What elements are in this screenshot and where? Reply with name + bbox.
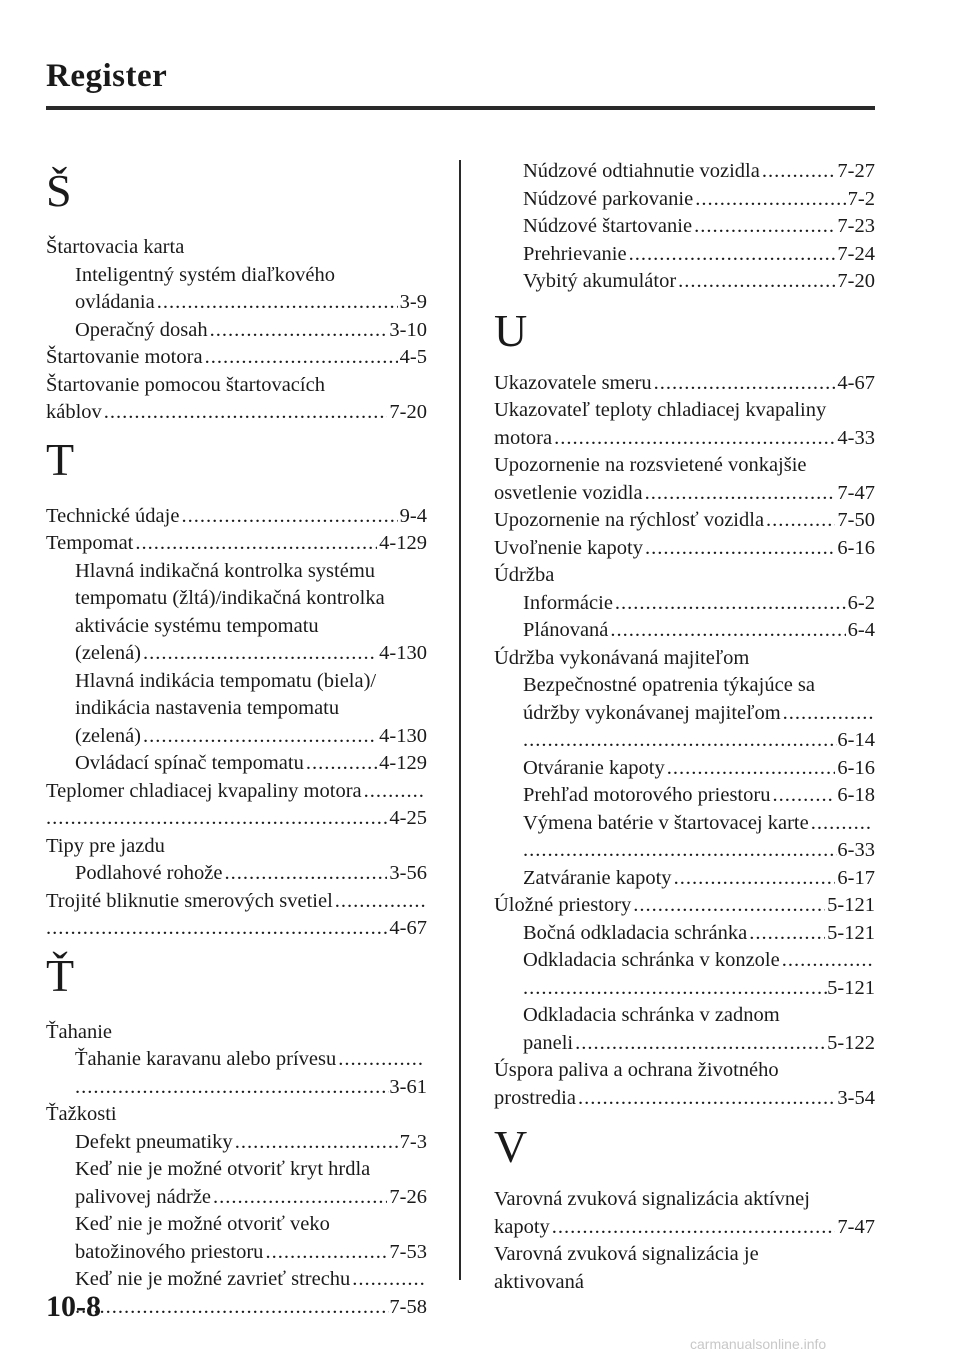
dot-leader: [352, 1266, 425, 1294]
dot-leader: [46, 805, 389, 833]
index-entry: [494, 370, 875, 398]
dot-leader: [181, 503, 397, 531]
entry-text: Ukazovatele smeru: [494, 371, 652, 394]
dot-leader: [224, 860, 387, 888]
index-subentry: [494, 727, 875, 755]
entry-text: Odkladacia schránka v konzole: [523, 949, 780, 971]
index-subentry: [494, 865, 875, 893]
column-divider: [459, 160, 461, 1280]
index-subentry: [494, 1030, 875, 1058]
entry-page-ref: 9-4: [399, 504, 427, 527]
dot-leader: [552, 1214, 836, 1242]
index-subentry: [46, 860, 427, 888]
entry-page-ref: 7-47: [837, 481, 875, 504]
entry-text: Inteligentný systém diaľkového: [75, 263, 335, 286]
index-entry: [46, 805, 427, 833]
index-entry: [46, 530, 427, 558]
dot-leader: [523, 837, 837, 865]
entry-text: Uvoľnenie kapoty: [494, 536, 643, 559]
dot-leader: [783, 700, 873, 728]
entry-text: Núdzové parkovanie: [523, 187, 694, 210]
index-subentry: [46, 1184, 427, 1212]
entry-text: Údržba: [494, 564, 555, 586]
entry-text: osvetlenie vozidla: [494, 481, 643, 504]
dot-leader: [782, 947, 873, 975]
watermark: carmanualsonline.info: [690, 1336, 827, 1352]
dot-leader: [75, 1294, 389, 1322]
entry-text: údržby vykonávanej majiteľom: [523, 701, 781, 724]
index-entry: [494, 1269, 875, 1297]
entry-page-ref: 3-61: [389, 1075, 427, 1098]
dot-leader: [749, 920, 825, 948]
dot-leader: [143, 723, 377, 751]
dot-leader: [678, 268, 835, 296]
entry-text: káblov: [46, 401, 102, 423]
entry-page-ref: 6-2: [847, 591, 875, 614]
entry-text: Hlavná indikácia tempomatu (biela)/: [75, 669, 377, 692]
entry-text: Núdzové odtiahnutie vozidla: [523, 160, 760, 182]
entry-page-ref: 6-16: [837, 756, 875, 779]
index-letter-heading: Ť: [46, 949, 75, 1001]
index-entry: [46, 503, 427, 531]
entry-page-ref: 5-121: [827, 976, 875, 999]
index-subentry: [494, 672, 875, 700]
entry-page-ref: 3-56: [389, 862, 427, 884]
index-entry: [494, 562, 875, 590]
entry-page-ref: 7-24: [837, 242, 875, 265]
entry-text: Defekt pneumatiky: [75, 1130, 233, 1153]
index-subentry: [46, 1074, 427, 1102]
entry-page-ref: 7-27: [837, 160, 875, 182]
dot-leader: [629, 241, 836, 269]
entry-page-ref: 7-26: [389, 1185, 427, 1208]
index-subentry: [494, 186, 875, 214]
entry-page-ref: 7-50: [837, 509, 875, 531]
index-entry: [494, 1186, 875, 1214]
dot-leader: [364, 778, 425, 806]
entry-text: aktivácie systému tempomatu: [75, 614, 319, 637]
entry-text: indikácia nastavenia tempomatu: [75, 697, 340, 719]
entry-text: Odkladacia schránka v zadnom: [523, 1004, 780, 1026]
index-entry: [494, 1214, 875, 1242]
entry-page-ref: 4-25: [389, 807, 427, 829]
index-subentry: [46, 585, 427, 613]
entry-text: Ťažkosti: [46, 1103, 117, 1125]
index-subentry: [46, 613, 427, 641]
dot-leader: [235, 1129, 398, 1157]
index-subentry: [46, 1046, 427, 1074]
entry-page-ref: 5-121: [827, 921, 875, 944]
index-subentry: [46, 695, 427, 723]
entry-text: Prehľad motorového priestoru: [523, 784, 771, 806]
dot-leader: [667, 755, 836, 783]
entry-page-ref: 6-14: [837, 729, 875, 751]
index-subentry: [494, 755, 875, 783]
index-subentry: [46, 1211, 427, 1239]
entry-text: Varovná zvuková signalizácia je: [494, 1243, 759, 1265]
index-entry: [46, 344, 427, 372]
entry-text: Zatváranie kapoty: [523, 866, 672, 889]
entry-text: Bezpečnostné opatrenia týkajúce sa: [523, 674, 815, 696]
index-entry: [46, 778, 427, 806]
index-subentry: [494, 782, 875, 810]
entry-text: Keď nie je možné otvoriť veko: [75, 1213, 330, 1235]
index-entry: [494, 1057, 875, 1085]
index-subentry: [494, 810, 875, 838]
index-subentry: [494, 617, 875, 645]
index-entry: [494, 892, 875, 920]
dot-leader: [811, 810, 873, 838]
entry-text: Teplomer chladiacej kvapaliny motora: [46, 779, 362, 802]
index-entry: [494, 452, 875, 480]
entry-page-ref: 6-18: [837, 784, 875, 806]
index-subentry: [46, 668, 427, 696]
entry-text: Štartovanie motora: [46, 346, 203, 368]
index-entry: [494, 1085, 875, 1113]
index-entry: [494, 645, 875, 673]
index-subentry: [46, 750, 427, 778]
entry-text: Upozornenie na rýchlosť vozidla: [494, 509, 765, 531]
dot-leader: [645, 535, 835, 563]
entry-page-ref: 7-2: [847, 187, 875, 210]
index-letter-heading: Š: [46, 165, 72, 216]
index-column-left: [46, 158, 427, 1321]
entry-text: Štartovacia karta: [46, 236, 185, 258]
dot-leader: [523, 975, 827, 1003]
entry-text: palivovej nádrže: [75, 1185, 212, 1208]
dot-leader: [306, 750, 377, 778]
entry-text: motora: [494, 426, 553, 449]
entry-page-ref: 7-20: [389, 401, 427, 423]
index-letter-heading: V: [494, 1121, 528, 1172]
dot-leader: [135, 530, 377, 558]
index-subentry: [494, 920, 875, 948]
entry-page-ref: 3-9: [399, 291, 427, 313]
entry-page-ref: 5-122: [827, 1031, 875, 1054]
index-entry: [46, 915, 427, 943]
index-entry: [494, 397, 875, 425]
entry-page-ref: 4-129: [379, 752, 427, 774]
index-entry: [494, 1241, 875, 1269]
entry-text: Varovná zvuková signalizácia aktívnej: [494, 1188, 810, 1210]
entry-text: ovládania: [75, 291, 155, 313]
dot-leader: [265, 1239, 387, 1267]
entry-page-ref: 3-54: [837, 1086, 875, 1109]
dot-leader: [205, 344, 398, 372]
entry-page-ref: 7-3: [399, 1130, 427, 1153]
index-column-right: [494, 158, 875, 1296]
index-entry: [46, 399, 427, 427]
index-entry: [494, 507, 875, 535]
entry-text: Núdzové štartovanie: [523, 215, 693, 237]
entry-page-ref: 6-17: [837, 866, 875, 889]
index-subentry: [494, 975, 875, 1003]
index-letter-heading: U: [494, 304, 528, 356]
index-subentry: [494, 1002, 875, 1030]
entry-text: Úspora paliva a ochrana životného: [494, 1059, 779, 1081]
entry-page-ref: 4-67: [837, 371, 875, 394]
entry-page-ref: 7-20: [837, 270, 875, 292]
entry-text: Ukazovateľ teploty chladiacej kvapaliny: [494, 399, 827, 421]
dot-leader: [762, 158, 836, 186]
entry-text: Úložné priestory: [494, 894, 632, 916]
entry-text: Operačný dosah: [75, 318, 208, 341]
index-subentry: [46, 1156, 427, 1184]
entry-page-ref: 6-16: [837, 536, 875, 559]
index-subentry: [46, 289, 427, 317]
entry-text: Trojité bliknutie smerových svetiel: [46, 889, 333, 912]
index-subentry: [494, 268, 875, 296]
dot-leader: [766, 507, 835, 535]
index-subentry: [46, 558, 427, 586]
dot-leader: [523, 727, 837, 755]
entry-text: batožinového priestoru: [75, 1240, 264, 1263]
index-subentry: [494, 837, 875, 865]
dot-leader: [143, 640, 377, 668]
index-subentry: [494, 213, 875, 241]
entry-text: Ťahanie: [46, 1020, 113, 1043]
dot-leader: [213, 1184, 387, 1212]
entry-page-ref: 4-130: [379, 642, 427, 664]
title-divider: [46, 106, 875, 110]
entry-page-ref: 4-67: [389, 917, 427, 939]
index-entry: [46, 888, 427, 916]
entry-text: Štartovanie pomocou štartovacích: [46, 373, 325, 396]
entry-text: Údržba vykonávaná majiteľom: [494, 646, 750, 669]
entry-page-ref: 4-129: [379, 532, 427, 554]
entry-page-ref: 4-33: [837, 426, 875, 449]
dot-leader: [610, 617, 845, 645]
entry-text: Výmena batérie v štartovacej karte: [523, 811, 809, 834]
page-title: Register: [46, 58, 168, 94]
dot-leader: [335, 888, 425, 916]
dot-leader: [694, 213, 835, 241]
entry-page-ref: 7-23: [837, 215, 875, 237]
dot-leader: [578, 1085, 835, 1113]
index-subentry: [494, 947, 875, 975]
index-subentry: [46, 1266, 427, 1294]
entry-text: prostredia: [494, 1086, 576, 1109]
entry-text: Tipy pre jazdu: [46, 834, 165, 857]
dot-leader: [554, 425, 835, 453]
entry-text: kapoty: [494, 1215, 550, 1238]
index-entry: [46, 234, 427, 262]
entry-page-ref: 7-53: [389, 1240, 427, 1263]
entry-page-ref: 3-10: [389, 318, 427, 341]
index-entry: [494, 425, 875, 453]
dot-leader: [338, 1046, 425, 1074]
dot-leader: [674, 865, 836, 893]
entry-page-ref: 5-121: [827, 894, 875, 916]
entry-text: Prehrievanie: [523, 242, 627, 265]
dot-leader: [575, 1030, 825, 1058]
dot-leader: [615, 590, 846, 618]
entry-text: (zelená): [75, 642, 141, 664]
entry-text: Otváranie kapoty: [523, 756, 665, 779]
dot-leader: [772, 782, 835, 810]
entry-page-ref: 4-130: [379, 724, 427, 747]
index-subentry: [494, 700, 875, 728]
entry-text: tempomatu (žltá)/indikačná kontrolka: [75, 587, 385, 609]
dot-leader: [75, 1074, 389, 1102]
page-number: 10-8: [46, 1290, 101, 1323]
index-subentry: [494, 241, 875, 269]
entry-page-ref: 6-4: [847, 619, 875, 641]
index-entry: [494, 535, 875, 563]
entry-text: Upozornenie na rozsvietené vonkajšie: [494, 454, 807, 476]
entry-page-ref: 4-5: [399, 346, 427, 368]
index-subentry: [46, 317, 427, 345]
entry-text: Tempomat: [46, 532, 134, 554]
dot-leader: [157, 289, 398, 317]
entry-text: Podlahové rohože: [75, 862, 223, 884]
entry-text: paneli: [523, 1031, 574, 1054]
entry-text: Bočná odkladacia schránka: [523, 921, 748, 944]
dot-leader: [654, 370, 836, 398]
index-subentry: [46, 262, 427, 290]
index-subentry: [494, 158, 875, 186]
index-entry: [46, 833, 427, 861]
index-entry: [46, 1101, 427, 1129]
entry-text: Keď nie je možné otvoriť kryt hrdla: [75, 1158, 371, 1180]
index-subentry: [494, 590, 875, 618]
dot-leader: [104, 399, 388, 427]
index-subentry: [46, 723, 427, 751]
entry-text: Plánovaná: [523, 619, 609, 641]
index-subentry: [46, 640, 427, 668]
index-entry: [494, 480, 875, 508]
index-subentry: [46, 1294, 427, 1322]
dot-leader: [210, 317, 388, 345]
entry-page-ref: 7-58: [389, 1295, 427, 1318]
entry-page-ref: 6-33: [837, 839, 875, 861]
entry-text: Technické údaje: [46, 504, 180, 527]
dot-leader: [633, 892, 825, 920]
dot-leader: [695, 186, 845, 214]
dot-leader: [46, 915, 389, 943]
entry-text: Ovládací spínač tempomatu: [75, 752, 304, 774]
entry-text: Informácie: [523, 591, 613, 614]
index-letter-heading: T: [46, 433, 75, 485]
entry-page-ref: 7-47: [837, 1215, 875, 1238]
entry-text: Vybitý akumulátor: [523, 270, 677, 292]
index-entry: [46, 1019, 427, 1047]
entry-text: (zelená): [75, 724, 141, 747]
dot-leader: [645, 480, 836, 508]
entry-text: aktivovaná: [494, 1270, 584, 1293]
entry-text: Ťahanie karavanu alebo prívesu: [75, 1048, 337, 1070]
index-subentry: [46, 1129, 427, 1157]
index-subentry: [46, 1239, 427, 1267]
index-entry: [46, 372, 427, 400]
entry-text: Hlavná indikačná kontrolka systému: [75, 559, 376, 582]
entry-text: Keď nie je možné zavrieť strechu: [75, 1268, 351, 1290]
